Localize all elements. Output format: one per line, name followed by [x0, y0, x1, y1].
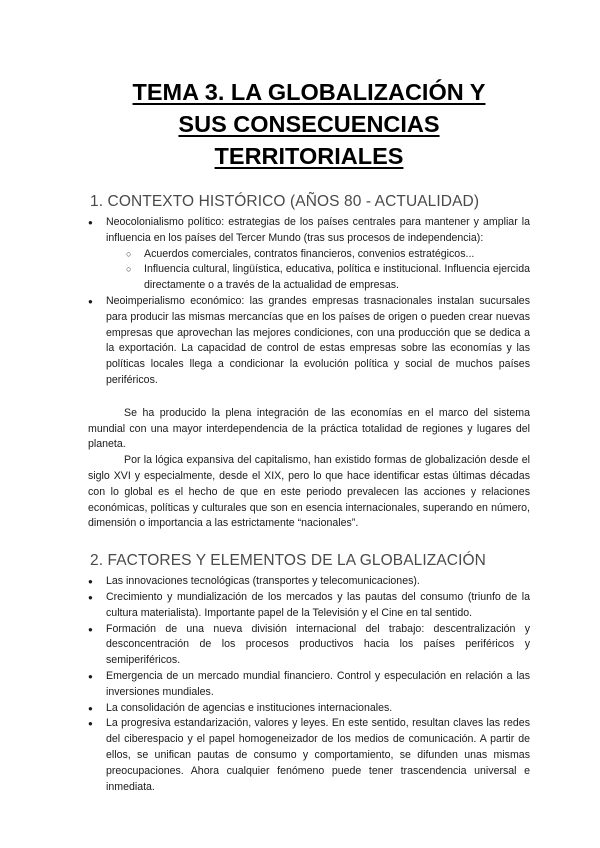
list-item: ● Las innovaciones tecnológicas (transportes y telecomunicaciones).	[88, 574, 530, 590]
bullet-text: Neocolonialismo político: estrategias de los países centrales para mantener y ampliar la influencia en los países del Tercer Mundo (tras sus procesos de independencia):	[106, 216, 530, 244]
section-factores-elementos	[88, 552, 530, 795]
sub-bullet-list	[126, 247, 530, 294]
paragraph: Por la lógica expansiva del capitalismo, han existido formas de globalización desde el siglo XVI y especialmente, desde el XIX, pero lo que hace identificar estas últimas décadas con lo global es el hecho de que en este periodo prevalecen las acciones y relaciones económicas, políticas y culturales que son en esencia internacionales, superando en número, dimensión o importancia a las estrictamente “nacionales”.	[88, 454, 530, 530]
section-1-heading: 1. CONTEXTO HISTÓRICO (AÑOS 80 - ACTUALIDAD)	[90, 193, 480, 210]
list-item: ● Emergencia de un mercado mundial financiero. Control y especulación en relación a las inversiones mundiales.	[88, 669, 530, 701]
page-title	[88, 76, 530, 172]
section-contexto-historico	[88, 193, 530, 532]
sub-list-item: ○ Acuerdos comerciales, contratos financieros, convenios estratégicos...	[126, 247, 530, 263]
list-item: ● Formación de una nueva división internacional del trabajo: descentralización y desconcentración de los procesos productivos hacia los países periféricos y semiperiféricos.	[88, 622, 530, 669]
title-line-2: SUS CONSECUENCIAS	[178, 111, 440, 137]
list-item	[88, 215, 530, 294]
title-line-3: TERRITORIALES	[214, 143, 404, 169]
list-item: ● La progresiva estandarización, valores y leyes. En este sentido, resultan claves las redes del ciberespacio y el papel homogeneizador de los medios de comunicación. A partir de ellos, se unifican pautas de consumo y comportamiento, se difunden unas mismas preocupaciones. Ahora cualquier fenómeno puede tener trascendencia universal e inmediata.	[88, 716, 530, 795]
list-item: ● La consolidación de agencias e instituciones internacionales.	[88, 701, 530, 717]
sub-list-item: ○ Influencia cultural, lingüística, educativa, política e institucional. Influencia ejercida directamente o a través de la actualidad de empresas.	[126, 262, 530, 294]
list-item: ● Neoimperialismo económico: las grandes empresas trasnacionales instalan sucursales para producir las mismas mercancías que en los países de origen o pueden crear nuevas empresas que aprovechan las mejores condiciones, con una producción que se dedica a la exportación. La capacidad de control de estas empresas sobre las economías y las políticas locales llega a condicionar la evolución política y social de muchos países periféricos.	[88, 294, 530, 389]
section-1-bullet-list	[88, 215, 530, 389]
section-2-bullet-list	[88, 574, 530, 795]
list-item: ● Crecimiento y mundialización de los mercados y las pautas del consumo (triunfo de la cultura materialista). Importante papel de la Televisión y el Cine en tal sentido.	[88, 590, 530, 622]
section-2-heading: 2. FACTORES Y ELEMENTOS DE LA GLOBALIZACIÓN	[90, 552, 486, 570]
paragraph: Se ha producido la plena integración de las economías en el marco del sistema mundial con una mayor interdependencia de la práctica totalidad de regiones y lugares del planeta.	[88, 406, 530, 451]
title-line-1: TEMA 3. LA GLOBALIZACIÓN Y	[132, 79, 486, 105]
